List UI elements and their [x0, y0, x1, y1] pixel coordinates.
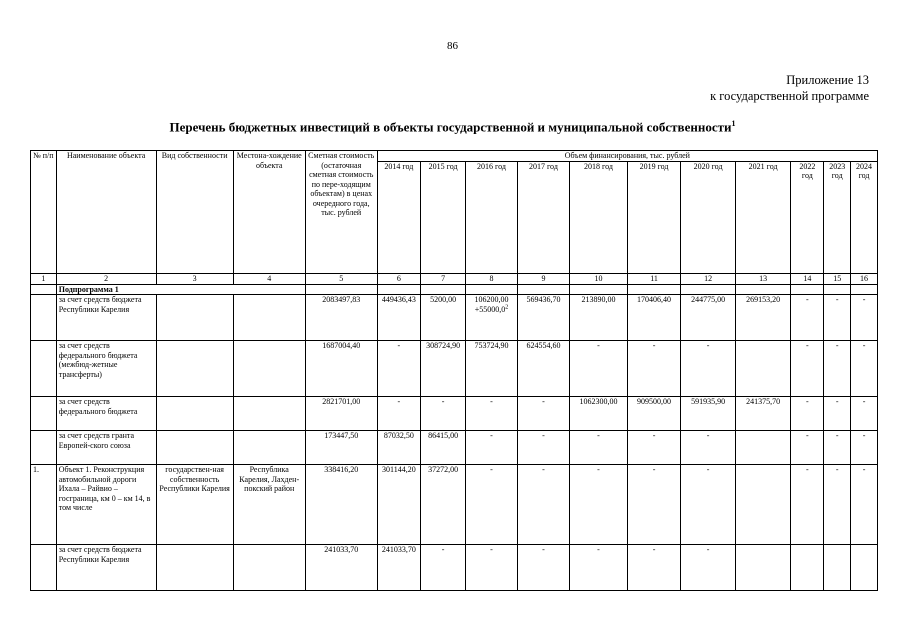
table-row	[31, 431, 878, 465]
year-value: -	[490, 397, 493, 406]
year-value-cell	[627, 341, 681, 397]
year-header: 2017 год	[517, 161, 569, 273]
year-value: -	[441, 397, 445, 406]
year-value: -	[706, 431, 710, 440]
row-location-cell	[233, 397, 305, 431]
col-header-location: Местона-хождение объекта	[233, 151, 305, 274]
year-value-cell	[570, 545, 628, 591]
year-value: 5200,00	[430, 295, 457, 304]
row-name-cell: за счет средств гранта Европей-ского союза	[56, 431, 156, 465]
row-location-cell	[233, 431, 305, 465]
year-value: 37272,00	[428, 465, 459, 474]
table-row	[31, 295, 878, 341]
year-value-cell	[377, 431, 420, 465]
year-value: 241375,70	[746, 397, 781, 406]
year-value-cell	[824, 397, 851, 431]
year-value: -	[706, 545, 710, 554]
title-text: Перечень бюджетных инвестиций в объекты государственной и муниципальной собственности	[169, 119, 732, 135]
row-cost-cell: 241033,70	[305, 545, 377, 591]
year-value: -	[806, 341, 809, 350]
row-name-cell: за счет средств бюджета Республики Карелия	[56, 545, 156, 591]
year-value-cell	[420, 397, 465, 431]
row-ownership-cell	[156, 295, 233, 341]
year-value: -	[597, 465, 600, 474]
column-index-row	[31, 273, 878, 284]
year-value: -	[597, 431, 600, 440]
year-value: 213890,00	[581, 295, 616, 304]
year-header: 2024 год	[851, 161, 878, 273]
year-value-cell	[517, 545, 569, 591]
year-value: -	[441, 545, 445, 554]
subprogram-row	[31, 284, 878, 295]
year-value-cell	[570, 465, 628, 545]
year-value: -	[835, 341, 839, 350]
appendix-label	[710, 72, 869, 104]
year-value: -	[806, 397, 809, 406]
year-value-cell	[466, 431, 517, 465]
year-value-cell	[420, 545, 465, 591]
year-value-cell	[681, 431, 736, 465]
row-number-cell	[31, 341, 57, 397]
year-value-cell	[627, 465, 681, 545]
footnote-mark: 2	[505, 303, 509, 310]
year-value-cell	[824, 431, 851, 465]
col-header-cost: Сметная стоимость (остаточная сметная стоимость по пере-ходящим объектам) в ценах очередного года, тыс. рублей	[305, 151, 377, 274]
year-value-cell	[517, 431, 569, 465]
year-value-cell	[791, 431, 824, 465]
year-value: 308724,90	[426, 341, 461, 350]
year-value: -	[652, 545, 656, 554]
year-value: 86415,00	[428, 431, 459, 440]
column-index: 5	[305, 273, 377, 284]
year-value-cell	[824, 295, 851, 341]
year-value: 624554,60	[526, 341, 561, 350]
column-index: 15	[824, 273, 851, 284]
year-value-cell	[735, 341, 791, 397]
year-value: -	[835, 397, 839, 406]
year-value-cell	[681, 465, 736, 545]
year-value: -	[806, 431, 809, 440]
year-value: -	[862, 341, 866, 350]
row-number-cell	[31, 295, 57, 341]
year-value: -	[652, 431, 656, 440]
row-number-cell	[31, 397, 57, 431]
year-value-cell	[824, 465, 851, 545]
table-row	[31, 465, 878, 545]
year-value: 241033,70	[381, 545, 416, 554]
year-value: -	[597, 545, 600, 554]
year-value: 170406,40	[637, 295, 672, 304]
row-location-cell: Республика Карелия, Лахден-покский район	[233, 465, 305, 545]
year-value-cell	[627, 545, 681, 591]
year-value-cell	[377, 341, 420, 397]
year-value-cell	[791, 545, 824, 591]
column-index: 16	[851, 273, 878, 284]
year-value: 106200,00	[474, 295, 509, 304]
year-value-cell	[735, 295, 791, 341]
column-index: 2	[56, 273, 156, 284]
year-value: -	[862, 431, 866, 440]
year-header: 2020 год	[681, 161, 736, 273]
year-value-cell	[570, 397, 628, 431]
column-index: 8	[466, 273, 517, 284]
year-header: 2015 год	[420, 161, 465, 273]
year-value: -	[490, 465, 493, 474]
row-number-cell	[31, 545, 57, 591]
row-ownership-cell	[156, 545, 233, 591]
year-value: -	[542, 465, 545, 474]
year-header: 2019 год	[627, 161, 681, 273]
row-ownership-cell: государствен-ная собственность Республики Карелия	[156, 465, 233, 545]
column-index: 1	[31, 273, 57, 284]
year-value-cell	[791, 397, 824, 431]
year-value: -	[835, 431, 839, 440]
column-index: 11	[627, 273, 681, 284]
year-value-cell	[824, 545, 851, 591]
year-value: 909500,00	[637, 397, 672, 406]
col-header-num: № п/п	[31, 151, 57, 274]
row-name-cell: за счет средств федерального бюджета (межбюд-жетные трансферты)	[56, 341, 156, 397]
year-value: 301144,20	[382, 465, 416, 474]
year-value-cell	[627, 397, 681, 431]
year-value-cell	[681, 341, 736, 397]
column-index: 13	[735, 273, 791, 284]
row-name-cell: за счет средств бюджета Республики Карелия	[56, 295, 156, 341]
year-header: 2014 год	[377, 161, 420, 273]
year-value-cell	[420, 431, 465, 465]
column-index: 6	[377, 273, 420, 284]
year-value-cell	[377, 465, 420, 545]
subprogram-label: Подпрограмма 1	[56, 284, 305, 295]
year-value: -	[862, 397, 866, 406]
year-value: -	[542, 397, 545, 406]
year-value-cell	[420, 295, 465, 341]
year-value: -	[862, 465, 866, 474]
row-location-cell	[233, 545, 305, 591]
year-value-extra: +55000,0	[474, 304, 506, 314]
year-value-cell	[570, 341, 628, 397]
year-value: -	[490, 431, 493, 440]
year-header: 2021 год	[735, 161, 791, 273]
row-cost-cell: 338416,20	[305, 465, 377, 545]
year-value-cell	[466, 341, 517, 397]
year-value-cell	[851, 431, 878, 465]
column-index: 9	[517, 273, 569, 284]
year-value-cell	[377, 545, 420, 591]
column-index: 4	[233, 273, 305, 284]
appendix-line-1: Приложение 13	[786, 73, 869, 87]
year-value-cell	[517, 341, 569, 397]
year-value: 753724,90	[474, 341, 509, 350]
year-value: -	[862, 295, 866, 304]
row-name-cell: за счет средств федерального бюджета	[56, 397, 156, 431]
year-header: 2016 год	[466, 161, 517, 273]
year-value: 269153,20	[746, 295, 781, 304]
col-header-name: Наименование объекта	[56, 151, 156, 274]
year-value: 244775,00	[691, 295, 726, 304]
year-value-cell	[420, 341, 465, 397]
year-value: 569436,70	[526, 295, 561, 304]
year-value: -	[542, 545, 545, 554]
row-name-cell: Объект 1. Реконструкция автомобильной дороги Ихала – Райвио – госграница, км 0 – км 14, в том числе	[56, 465, 156, 545]
year-value-cell	[627, 431, 681, 465]
year-value-cell	[377, 397, 420, 431]
year-value-cell	[420, 465, 465, 545]
column-index: 7	[420, 273, 465, 284]
year-value: -	[652, 465, 656, 474]
table-row	[31, 341, 878, 397]
year-value: -	[542, 431, 545, 440]
year-value: -	[706, 465, 710, 474]
year-value-cell	[627, 295, 681, 341]
year-value-cell	[681, 397, 736, 431]
table-row	[31, 397, 878, 431]
year-value: 1062300,00	[579, 397, 618, 406]
year-value: -	[597, 341, 600, 350]
year-value-cell	[851, 341, 878, 397]
row-ownership-cell	[156, 341, 233, 397]
column-index: 10	[570, 273, 628, 284]
year-header: 2018 год	[570, 161, 628, 273]
year-value: -	[397, 397, 401, 406]
year-value-cell	[466, 397, 517, 431]
year-value: -	[835, 295, 839, 304]
year-value: 449436,43	[381, 295, 416, 304]
year-value: -	[806, 465, 809, 474]
col-header-ownership: Вид собственности	[156, 151, 233, 274]
row-number-cell: 1.	[31, 465, 57, 545]
row-cost-cell: 173447,50	[305, 431, 377, 465]
table-body	[31, 295, 878, 591]
year-value-cell	[517, 465, 569, 545]
column-index: 12	[681, 273, 736, 284]
year-value-cell	[735, 545, 791, 591]
year-value-cell	[570, 295, 628, 341]
year-value: -	[806, 295, 809, 304]
year-value: 591935,90	[691, 397, 726, 406]
year-value-cell	[851, 295, 878, 341]
year-value-cell	[791, 295, 824, 341]
row-cost-cell: 1687004,40	[305, 341, 377, 397]
year-value: -	[835, 465, 839, 474]
page-number: 86	[447, 40, 458, 52]
year-value-cell	[824, 341, 851, 397]
row-location-cell	[233, 341, 305, 397]
row-cost-cell: 2083497,83	[305, 295, 377, 341]
column-index: 3	[156, 273, 233, 284]
column-index: 14	[791, 273, 824, 284]
year-header: 2022 год	[791, 161, 824, 273]
document-title	[0, 119, 905, 135]
year-value-cell	[466, 465, 517, 545]
year-value: -	[652, 341, 656, 350]
row-cost-cell: 2821701,00	[305, 397, 377, 431]
year-header: 2023 год	[824, 161, 851, 273]
year-value-cell	[466, 295, 517, 341]
appendix-line-2: к государственной программе	[710, 89, 869, 103]
year-value-cell	[517, 295, 569, 341]
title-footnote-mark: 1	[731, 119, 736, 128]
header-row-1	[31, 151, 878, 162]
year-value: -	[490, 545, 493, 554]
year-value-cell	[851, 545, 878, 591]
year-value-cell	[735, 397, 791, 431]
year-value-cell	[851, 465, 878, 545]
year-value-cell	[681, 545, 736, 591]
row-number-cell	[31, 431, 57, 465]
year-value: 87032,50	[383, 431, 414, 440]
year-value-cell	[851, 397, 878, 431]
year-value-cell	[681, 295, 736, 341]
investment-table	[30, 150, 878, 591]
year-value-cell	[570, 431, 628, 465]
year-value: -	[397, 341, 401, 350]
row-ownership-cell	[156, 397, 233, 431]
row-location-cell	[233, 295, 305, 341]
year-value-cell	[517, 397, 569, 431]
year-value-cell	[377, 295, 420, 341]
year-value-cell	[791, 465, 824, 545]
table-row	[31, 545, 878, 591]
row-ownership-cell	[156, 431, 233, 465]
col-header-financing: Объем финансирования, тыс. рублей	[377, 151, 877, 162]
year-value-cell	[466, 545, 517, 591]
year-value-cell	[735, 465, 791, 545]
year-value-cell	[791, 341, 824, 397]
year-value-cell	[735, 431, 791, 465]
year-value: -	[706, 341, 710, 350]
